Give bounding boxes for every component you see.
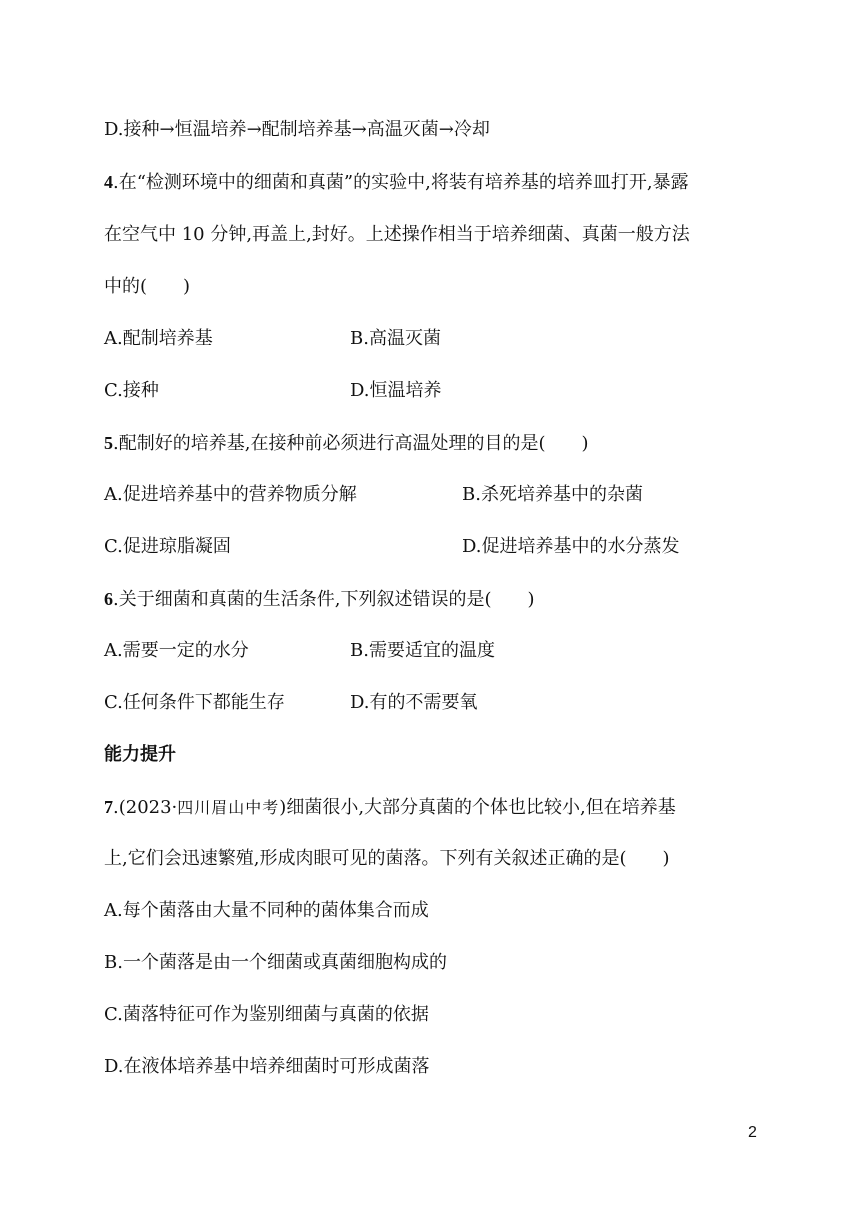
q5-text: .配制好的培养基,在接种前必须进行高温处理的目的是( ) bbox=[113, 433, 589, 454]
q7-stem-line2: 上,它们会迅速繁殖,形成肉眼可见的菌落。下列有关叙述正确的是( ) bbox=[104, 848, 670, 869]
q7-option-d: D.在液体培养基中培养细菌时可形成菌落 bbox=[104, 1056, 430, 1077]
q5-number: 5 bbox=[104, 433, 113, 453]
page-number: 2 bbox=[748, 1124, 757, 1141]
q4-options-row1 bbox=[104, 327, 441, 351]
q4-number: 4 bbox=[104, 172, 113, 192]
q7-option-b: B.一个菌落是由一个细菌或真菌细胞构成的 bbox=[104, 952, 447, 973]
q4-options-row2 bbox=[104, 379, 442, 403]
q5-options-row1 bbox=[104, 483, 643, 507]
q4-option-b: B.高温灭菌 bbox=[350, 328, 441, 349]
q5-option-b: B.杀死培养基中的杂菌 bbox=[462, 484, 643, 505]
q6-options-row2 bbox=[104, 691, 478, 715]
q7-source: 四川眉山中考 bbox=[177, 798, 280, 817]
q4-option-c: C.接种 bbox=[104, 380, 159, 401]
q7-prefix: .(2023· bbox=[113, 797, 178, 818]
q6-option-d: D.有的不需要氧 bbox=[350, 692, 478, 713]
q4-stem-line2: 在空气中 10 分钟,再盖上,封好。上述操作相当于培养细菌、真菌一般方法 bbox=[104, 224, 690, 245]
q6-option-b: B.需要适宜的温度 bbox=[350, 640, 495, 661]
q7-number: 7 bbox=[104, 797, 113, 817]
q4-stem-line3: 中的( ) bbox=[104, 276, 191, 297]
q3-option-d: D.接种→恒温培养→配制培养基→高温灭菌→冷却 bbox=[104, 119, 490, 140]
q4-option-d: D.恒温培养 bbox=[350, 380, 442, 401]
q7-stem-line1 bbox=[104, 795, 676, 820]
q4-stem-line1 bbox=[104, 170, 689, 195]
q6-text: .关于细菌和真菌的生活条件,下列叙述错误的是( ) bbox=[113, 589, 535, 610]
q5-stem bbox=[104, 431, 589, 456]
q7-text-line1: )细菌很小,大部分真菌的个体也比较小,但在培养基 bbox=[279, 797, 676, 818]
q4-option-a: A.配制培养基 bbox=[104, 328, 213, 349]
q7-option-c: C.菌落特征可作为鉴别细菌与真菌的依据 bbox=[104, 1004, 429, 1025]
q7-option-a: A.每个菌落由大量不同种的菌体集合而成 bbox=[104, 900, 429, 921]
q5-option-d: D.促进培养基中的水分蒸发 bbox=[462, 536, 680, 557]
q6-stem bbox=[104, 587, 535, 612]
q5-option-c: C.促进琼脂凝固 bbox=[104, 536, 231, 557]
q6-number: 6 bbox=[104, 589, 113, 609]
q6-options-row1 bbox=[104, 639, 495, 663]
q6-option-c: C.任何条件下都能生存 bbox=[104, 692, 285, 713]
q5-option-a: A.促进培养基中的营养物质分解 bbox=[104, 484, 357, 505]
q4-text-line1: .在“检测环境中的细菌和真菌”的实验中,将装有培养基的培养皿打开,暴露 bbox=[113, 172, 689, 193]
section-title: 能力提升 bbox=[104, 744, 176, 765]
q5-options-row2 bbox=[104, 535, 680, 559]
q6-option-a: A.需要一定的水分 bbox=[104, 640, 249, 661]
